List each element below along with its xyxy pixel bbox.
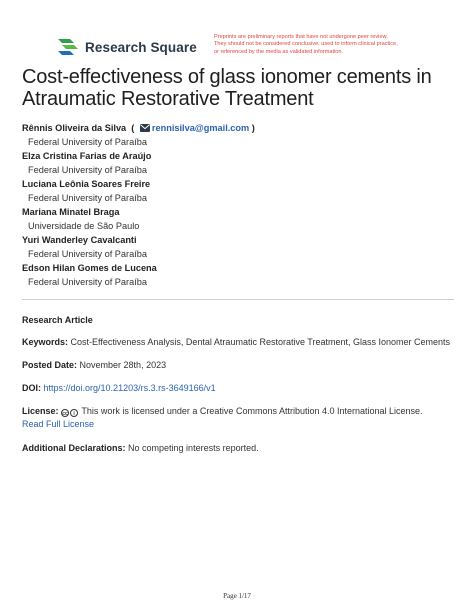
page-header <box>0 0 474 64</box>
author-list <box>22 121 462 289</box>
author-affiliation: Federal University of Paraíba <box>28 193 147 203</box>
posted-date-value: November 28th, 2023 <box>79 360 167 370</box>
disclaimer-line: They should not be considered conclusive, used to inform clinical practice, <box>214 41 398 48</box>
author-affiliation: Federal University of Paraíba <box>28 137 147 147</box>
license-text: This work is licensed under a Creative Commons Attribution 4.0 International License. <box>81 406 423 416</box>
envelope-icon <box>140 124 150 132</box>
author-affiliation: Universidade de São Paulo <box>28 221 140 231</box>
page-number: Page 1/17 <box>223 592 251 600</box>
doi-label: DOI: <box>22 383 41 393</box>
keywords-label: Keywords: <box>22 337 69 347</box>
keywords-row <box>22 336 462 349</box>
author-name: Luciana Leônia Soares Freire <box>22 179 151 189</box>
author-affiliation: Federal University of Paraíba <box>28 165 147 175</box>
posted-date-row <box>22 359 462 372</box>
author-name <box>22 121 462 135</box>
read-full-license-link[interactable]: Read Full License <box>22 419 95 429</box>
research-square-logo[interactable] <box>56 37 197 57</box>
title-line: Atraumatic Restorative Treatment <box>22 88 314 110</box>
declarations-row <box>22 442 462 455</box>
logo-text: Research Square <box>85 39 197 55</box>
posted-date-label: Posted Date: <box>22 360 78 370</box>
preprint-disclaimer <box>214 34 464 56</box>
author-name-text: Rênnis Oliveira da Silva <box>22 123 127 133</box>
attribution-icon: i <box>70 409 78 417</box>
disclaimer-line: Preprints are preliminary reports that have not undergone peer review. <box>214 34 388 40</box>
license-row <box>22 405 462 431</box>
article-type <box>22 314 462 327</box>
paper-title <box>22 66 462 110</box>
author-affiliation: Federal University of Paraíba <box>28 277 147 287</box>
section-divider <box>22 299 454 300</box>
doi-row <box>22 382 462 395</box>
title-line: Cost-effectiveness of glass ionomer cements in <box>22 66 432 88</box>
doi-link[interactable]: https://doi.org/10.21203/rs.3.rs-3649166/v1 <box>43 383 216 393</box>
author-affiliation: Federal University of Paraíba <box>28 249 147 259</box>
research-square-logo-icon <box>56 37 80 57</box>
article-type-label: Research Article <box>22 315 93 325</box>
declarations-value: No competing interests reported. <box>128 443 259 453</box>
author-name: Edson Hilan Gomes de Lucena <box>22 263 157 273</box>
author-name: Mariana Minatel Braga <box>22 207 120 217</box>
cc-icon: cc <box>62 411 68 417</box>
declarations-label: Additional Declarations: <box>22 443 126 453</box>
keywords-value: Cost-Effectiveness Analysis, Dental Atraumatic Restorative Treatment, Glass Ionomer Cements <box>70 337 451 347</box>
disclaimer-line: or referenced by the media as validated information. <box>214 48 344 55</box>
author-email-link[interactable]: rennisilva@gmail.com <box>151 123 250 133</box>
license-label: License: <box>22 406 59 416</box>
author-name: Elza Cristina Farias de Araújo <box>22 151 152 161</box>
author-email-group: ( rennisilva@gmail.com ) <box>128 123 255 133</box>
author-name: Yuri Wanderley Cavalcanti <box>22 235 137 245</box>
